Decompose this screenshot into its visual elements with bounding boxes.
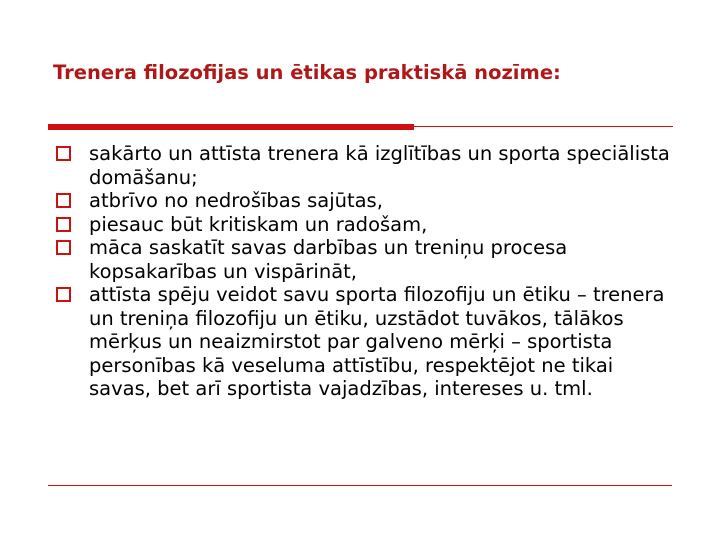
slide-title: Trenera filozofijas un ētikas praktiskā nozīme:: [53, 61, 561, 84]
hollow-square-bullet-icon: [56, 217, 71, 232]
title-underline-thin: [414, 126, 673, 127]
bullet-text-3: piesauc būt kritiskam un radošam,: [89, 212, 428, 236]
hollow-square-bullet-icon: [56, 240, 71, 255]
title-underline-thick: [48, 124, 414, 130]
bullet-item-5: [56, 283, 676, 401]
hollow-square-bullet-icon: [56, 193, 71, 208]
bullet-list: [56, 142, 676, 401]
bottom-divider: [48, 485, 672, 486]
bullet-item-4: [56, 236, 676, 283]
bullet-item-1: [56, 142, 676, 189]
bullet-text-5: attīsta spēju veidot savu sporta filozofiju un ētiku – trenera un treniņa filozofiju un ētiku, uzstādot tuvākos, tālākos mērķus un neaizmirstot par galveno mērķi – sportista personības kā veseluma attīstību, respektējot ne tikai savas, bet arī sportista vajadzības, intereses u. tml.: [89, 283, 665, 400]
hollow-square-bullet-icon: [56, 146, 71, 161]
bullet-text-1: sakārto un attīsta trenera kā izglītības un sporta speciālista domāšanu;: [89, 142, 670, 189]
bullet-item-3: [56, 213, 676, 237]
hollow-square-bullet-icon: [56, 287, 71, 302]
bullet-text-4: māca saskatīt savas darbības un treniņu procesa kopsakarības un vispārināt,: [89, 236, 568, 283]
bullet-text-2: atbrīvo no nedrošības sajūtas,: [89, 189, 383, 212]
bullet-item-2: [56, 189, 676, 213]
